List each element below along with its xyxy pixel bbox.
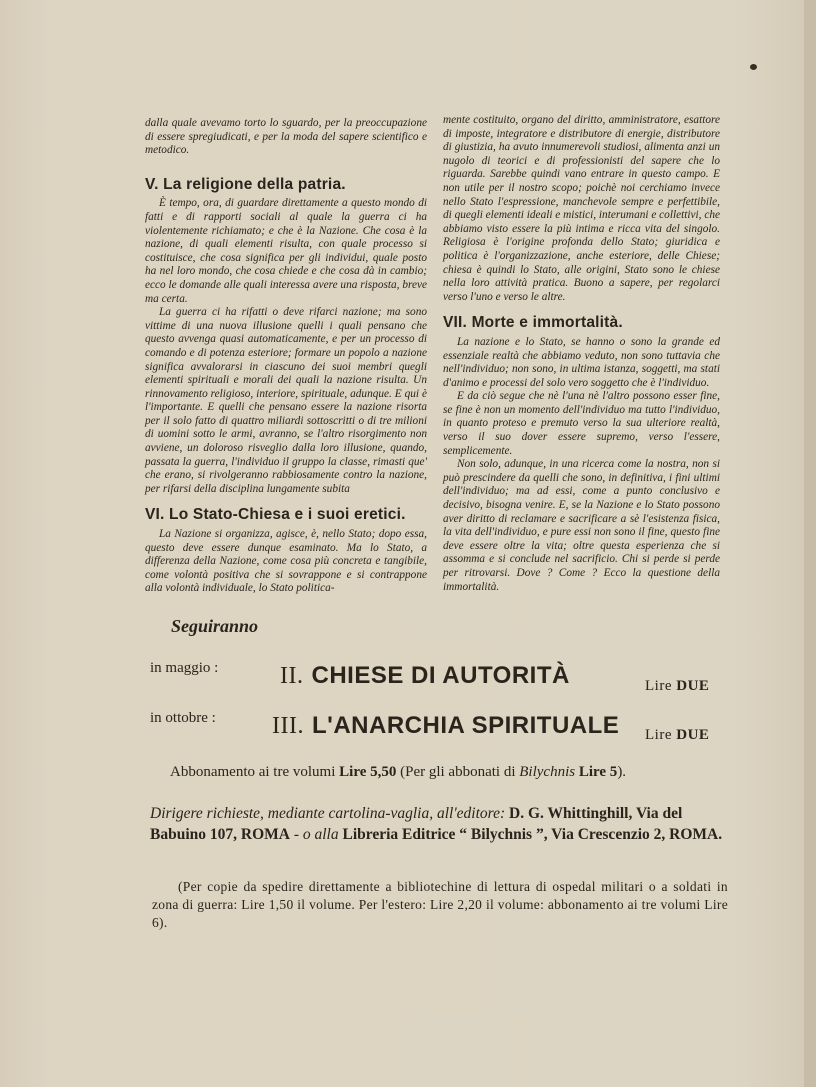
left-column — [145, 117, 427, 596]
volume-2-price — [645, 678, 709, 695]
volume-2-date: in maggio : — [150, 660, 219, 676]
volume-2-title — [280, 662, 570, 690]
volume-3-price-label: Lire — [645, 727, 672, 743]
subscription-text-2: (Per gli abbonati di — [396, 764, 520, 780]
volume-3-title-text: L'ANARCHIA SPIRITUALE — [311, 712, 620, 739]
volume-2-price-amount: DUE — [676, 678, 710, 694]
volume-3-number: III. — [272, 713, 304, 739]
bookshop-address: Libreria Editrice “ Bilychnis ”, Via Crescenzio 2, ROMA. — [342, 826, 723, 843]
military-copies-note: (Per copie da spedire direttamente a bibliotechine di lettura di ospedal militari o a soldati in zona di guerra: Lire 1,50 il volume. Per l'estero: Lire 2,20 il volume: abbonamento ai tre volumi Lire 6). — [152, 879, 728, 930]
section-vii-paragraph-1: La nazione e lo Stato, se hanno o sono la grande ed essenziale realtà che abbiamo veduto, non sono tuttavia che nell'individuo; non sono, in ultima istanza, soggetti, ma stati d'animo e processi del solo vero soggetto che è l'individuo. — [443, 335, 720, 389]
seguiranno-heading: Seguiranno — [171, 616, 259, 636]
section-v-paragraph-2: La guerra ci ha rifatti o deve rifarci nazione; ma sono vittime di una nuova illusione quelli i quali pensano che questo avvenga quasi automaticamente, e per un processo di comando e di potenza esteriore; formare un popolo a nazione significa avvalorarsi in ciascuno dei suoi membri quegli elementi spirituali e morali dei quali la nazione risulta. Un rinnovamento religioso, interiore, spirituale, adunque. E qui è l'importante. E quelli che pensano essere la nazione risorta per il solo fatto di quattro miliardi sottoscritti o di tre milioni di uomini sotto le armi, avranno, se l'altro risorgimento non avviene, un doloroso risveglio dalla loro illusione, quando, passata la guerra, l'individuo il gruppo la classe, rimasti que' che erano, si rivolgeranno rabbiosamente contro la nazione, per rifarsi della disciplina lungamente subita — [145, 306, 427, 495]
volume-3-price-amount: DUE — [676, 727, 710, 743]
volume-3-price — [645, 727, 709, 744]
section-v-paragraph-1: È tempo, ora, di guardare direttamente a questo mondo di fatti e di rapporti sociali al quale la guerra ci ha violentemente richiamato; e che è la Nazione. Che cosa è la nazione, di quali elementi risulta, con quale processo si costituisce, che cosa significa per gli individui, quale posto ha nel loro mondo, che cosa chiede e che cosa dà in cambio; ecco le domande alle quali interessa avere una risposta, breve ma certa. — [145, 197, 427, 305]
order-lead: Dirigere richieste, mediante cartolina-vaglia, all'editore: — [150, 805, 506, 822]
order-instructions — [150, 803, 730, 845]
subscription-price: Lire 5,50 — [339, 764, 397, 780]
order-separator: - o alla — [289, 826, 343, 843]
volume-2-price-label: Lire — [645, 678, 672, 694]
journal-name: Bilychnis — [519, 764, 576, 780]
subscription-text-3: ). — [617, 764, 627, 780]
ink-spot — [750, 64, 757, 70]
subscriber-price: Lire 5 — [578, 764, 618, 780]
section-v-heading: V. La religione della patria. — [145, 175, 346, 193]
subscription-text-1: Abbonamento ai tre volumi — [170, 764, 340, 780]
volume-3-date: in ottobre : — [150, 710, 216, 726]
intro-paragraph: dalla quale avevamo torto lo sguardo, per la preoccupazione di essere spregiudicati, e per la moda del sapere scientifico e metodico. — [145, 117, 427, 157]
section-vii-paragraph-3: Non solo, adunque, in una ricerca come la nostra, non si può prescindere da quelli che sono, in definitiva, i fini ultimi dell'individuo; ma ad essi, come a punto conclusivo e decisivo, bisogna venire. E, se la Nazione e lo Stato possono aver diritto di reclamare e sacrificare a sè l'esistenza fisica, la vita dell'individuo, e pure essi non sono il fine, questo fine deve essere oltre la vita; oltre questa esperienza che si assomma e si conclude nel sacrificio. Chi si perde si perde per ritrovarsi. Dove ? Come ? Ecco la questione della immortalità. — [443, 458, 720, 593]
volume-2-number: II. — [280, 663, 304, 689]
continuation-paragraph: mente costituito, organo del diritto, amministratore, esattore di imposte, integratore e distributore di energie, distributore di giustizia, ha avuto innumerevoli studiosi, alimenta anzi un nugolo di teorici e di professionisti del sapere che lo riguarda. Sarebbe quindi vano entrare in questo campo. E non utile per il nostro scopo; poichè noi cerchiamo invece nello Stato l'espressione, manchevole sempre e perfettibile, di quegli elementi ideali e mistici, interumani e collettivi, che abbiamo visto essere la più intima e ricca vita del singolo. Religiosa è l'origine profonda dello Stato; giuridica e politica è l'organizzazione, anche esteriore, delle Chiese; chiesa è quindi lo Stato, alle origini, Stato sono le chiese nella loro attività pratica. Buono a sapere, per regolarci verso l'uno e verso le altre. — [443, 114, 721, 303]
section-vi-paragraph-1: La Nazione si organizza, agisce, è, nello Stato; dopo essa, questo deve essere dunque esaminato. Ma lo Stato, a differenza della Nazione, come cosa più concreta e tangibile, come volontà positiva che si sovrappone e si contrappone alla volontà individuale, lo Stato politica- — [145, 528, 427, 595]
section-vii-paragraph-2: E da ciò segue che nè l'una nè l'altro possono esser fine, se fine è non un momento dell'individuo ma tutto l'individuo, in quanto proteso e premuto verso la sua ulteriore realtà, verso il suo dover essere supremo, verso l'essere, semplicemente. — [443, 390, 720, 457]
section-vii-heading: VII. Morte e immortalità. — [443, 314, 623, 332]
subscription-line — [170, 764, 626, 781]
volume-3-title — [272, 712, 619, 740]
right-column — [443, 114, 720, 594]
section-vi-heading: VI. Lo Stato-Chiesa e i suoi eretici. — [145, 506, 406, 524]
volume-2-title-text: CHIESE DI AUTORITÀ — [311, 662, 570, 689]
publisher-address: D. G. Whittinghill, Via del Babuino 107, ROMA — [150, 805, 683, 843]
page-edge — [804, 0, 816, 1087]
